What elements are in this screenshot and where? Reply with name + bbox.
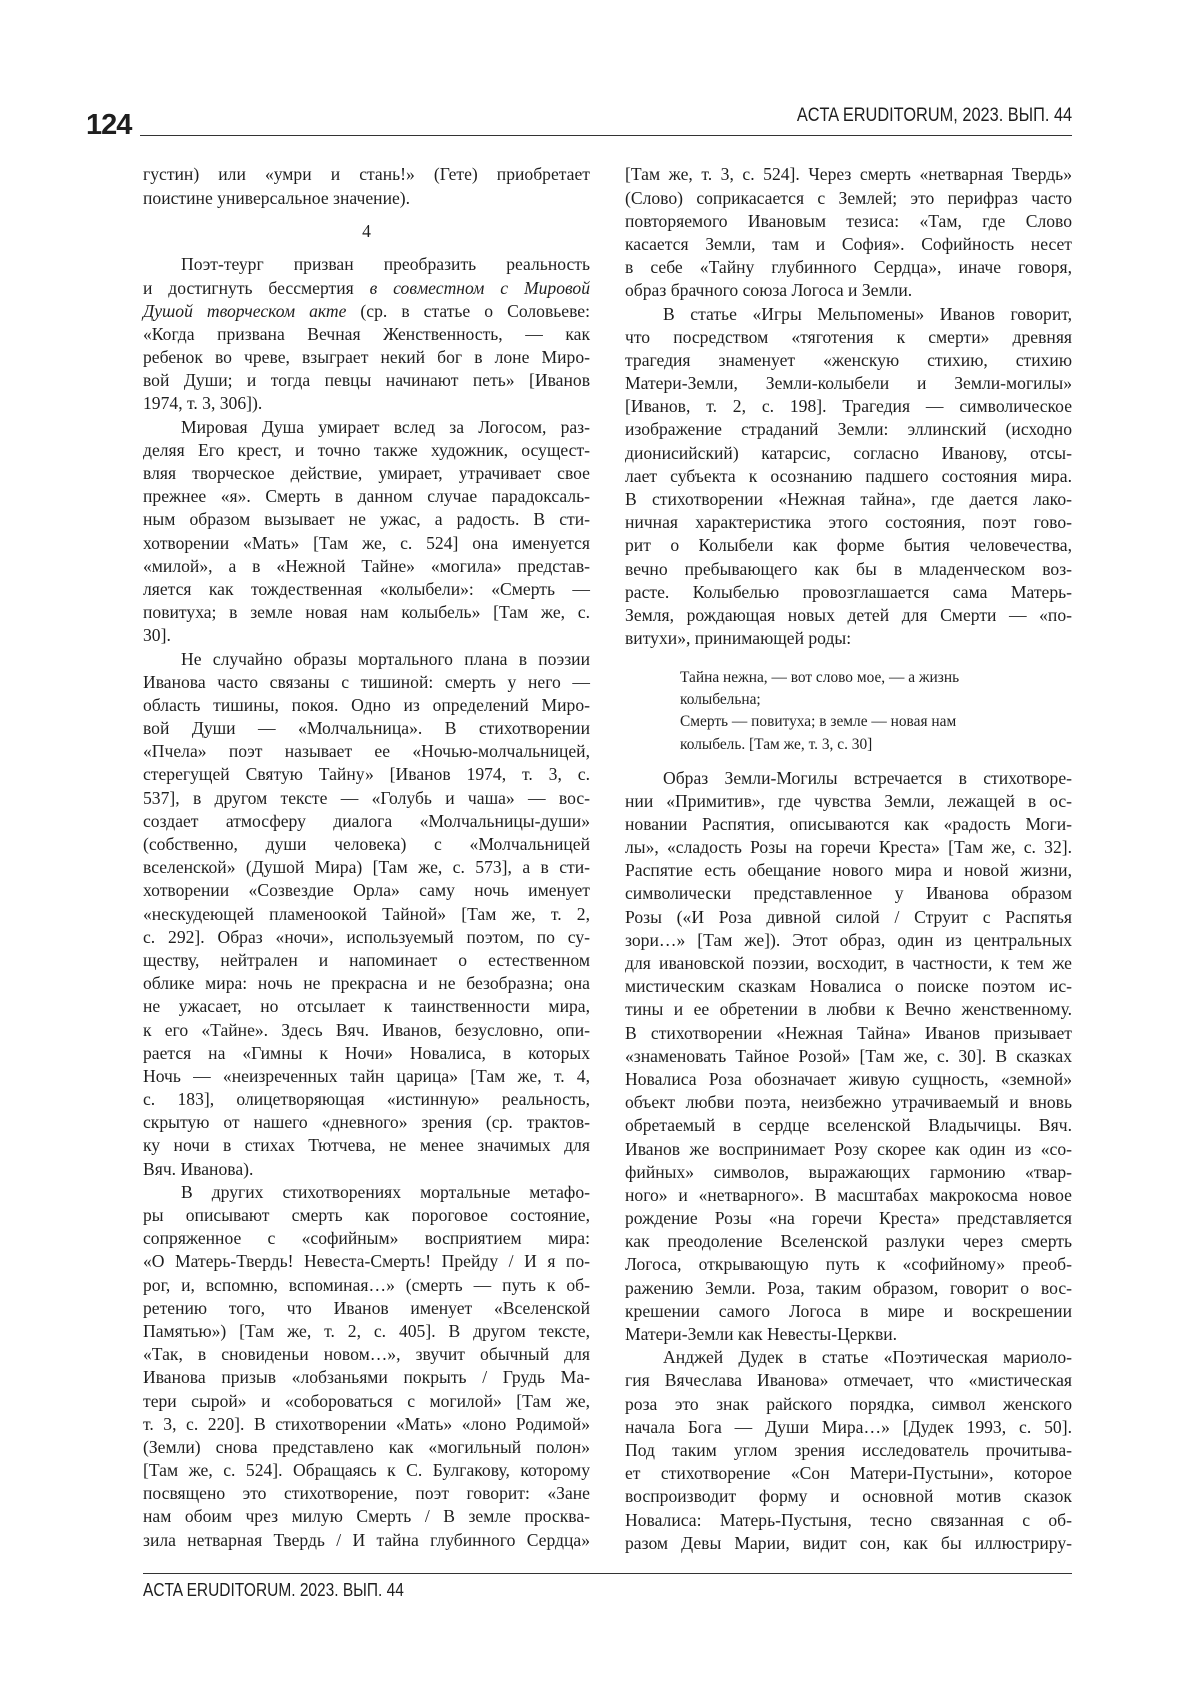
text-line: повитуха; в земле новая нам колыбель» [Там же, с.: [143, 601, 590, 624]
text-line: ребенок во чреве, взыграет некий бог в лоне Миро-: [143, 346, 590, 369]
text-column-right: [625, 163, 1072, 1555]
text-line: начала Бога — Души Мира…» [Дудек 1993, с. 50].: [625, 1416, 1072, 1439]
paragraph: [625, 163, 1072, 302]
text-line: рождение Розы «на горечи Креста» представляется: [625, 1207, 1072, 1230]
paragraph: [625, 303, 1072, 651]
text-line: Анджей Дудек в статье «Поэтическая мариоло-: [625, 1346, 1072, 1369]
text-line: Новалиса Роза обозначает живую сущность, «земной»: [625, 1068, 1072, 1091]
text-line: [Там же, с. 524]. Обращаясь к С. Булгакову, которому: [143, 1459, 590, 1482]
paragraph: [625, 1346, 1072, 1555]
text-line: ществу, нейтрален и напоминает о естественном: [143, 949, 590, 972]
text-line: вой Души; и тогда певцы начинают петь» [Иванов: [143, 369, 590, 392]
text-line: Матери-Земли как Невесты-Церкви.: [625, 1323, 1072, 1346]
text-line: хотворении «Созвездие Орла» саму ночь именует: [143, 879, 590, 902]
text-line: зила нетварная Твердь / И тайна глубинного Сердца»: [143, 1529, 590, 1552]
text-line: 30].: [143, 624, 590, 647]
text-line: (Слово) соприкасается с Землей; это перифраз часто: [625, 187, 1072, 210]
text-line: рог, и, вспомню, вспоминая…» (смерть — путь к об-: [143, 1274, 590, 1297]
text-line: сопряженное с «софийным» восприятием мира:: [143, 1227, 590, 1250]
text-line: изображение страданий Земли: эллинский (исходно: [625, 418, 1072, 441]
text-line: образ брачного союза Логоса и Земли.: [625, 279, 1072, 302]
text-line: ет стихотворение «Сон Матери-Пустыни», которое: [625, 1462, 1072, 1485]
text-line: расте. Колыбелью провозглашается сама Матерь-: [625, 581, 1072, 604]
text-line: «Так, в сновиденьи новом…», звучит обычный для: [143, 1343, 590, 1366]
text-line: Матери-Земли, Земли-колыбели и Земли-могилы»: [625, 372, 1072, 395]
text-segment: н»: [572, 1437, 590, 1457]
text-line: Земля, рождающая новых детей для Смерти — «по-: [625, 604, 1072, 627]
text-line: скрытую от нашего «дневного» зрения (ср. трактов-: [143, 1111, 590, 1134]
text-line: Памятью») [Там же, т. 2, с. 405]. В другом тексте,: [143, 1320, 590, 1343]
paragraph: [625, 767, 1072, 1347]
text-line: объект любви поэта, неизбежно утрачиваемый и вновь: [625, 1091, 1072, 1114]
text-line: ры описывают смерть как пороговое состояние,: [143, 1204, 590, 1227]
text-line: область тишины, покоя. Одно из определений Миро-: [143, 694, 590, 717]
text-line: ку ночи в стихах Тютчева, не менее значимых для: [143, 1134, 590, 1157]
paragraph: [143, 416, 590, 648]
text-line: прежнее «я». Смерть в данном случае парадоксаль-: [143, 485, 590, 508]
text-line: для ивановской поэзии, восходит, в частности, к тем же: [625, 952, 1072, 975]
text-line: деляя Его крест, и точно также художник, осущест-: [143, 439, 590, 462]
text-line: стерегущей Святую Тайну» [Иванов 1974, т. 3, с.: [143, 763, 590, 786]
quote-line: колыбель. [Там же, т. 3, с. 30]: [680, 734, 1072, 756]
text-line: В стихотворении «Нежная Тайна» Иванов призывает: [625, 1022, 1072, 1045]
text-line: разом Девы Марии, видит сон, как бы иллюстриру-: [625, 1532, 1072, 1555]
italic-text: о: [563, 1437, 572, 1457]
text-line: «нескудеющей пламеноокой Тайной» [Там же, т. 2,: [143, 903, 590, 926]
text-line: [Иванов, т. 2, с. 198]. Трагедия — символическое: [625, 395, 1072, 418]
text-line: касается Земли, там и София». Софийность несет: [625, 233, 1072, 256]
text-line: Мировая Душа умирает вслед за Логосом, раз-: [143, 416, 590, 439]
text-line: В других стихотворениях мортальные метафо-: [143, 1181, 590, 1204]
text-line: Иванова призыв «лобзаньями покрыть / Грудь Ма-: [143, 1366, 590, 1389]
text-line: поистине универсальное значение).: [143, 187, 590, 210]
paragraph: [143, 1181, 590, 1552]
text-segment: (Земли) снова представлено как «могильный пол: [143, 1437, 563, 1457]
text-line: [143, 1436, 590, 1459]
text-line: Логоса, открывающую путь к «софийному» преоб-: [625, 1253, 1072, 1276]
text-line: лает субъекта к осознанию падшего состояния мира.: [625, 465, 1072, 488]
text-line: хотворении «Мать» [Там же, с. 524] она именуется: [143, 532, 590, 555]
text-line: крешении самого Логоса в мире и воскрешении: [625, 1300, 1072, 1323]
text-line: Иванова часто связаны с тишиной: смерть у него —: [143, 671, 590, 694]
text-line: (собственно, души человека) с «Молчальницей: [143, 833, 590, 856]
text-line: вселенской» (Душой Мира) [Там же, с. 573], а в сти-: [143, 856, 590, 879]
text-line: Иванов же воспринимает Розу скорее как один из «со-: [625, 1138, 1072, 1161]
paragraph: [143, 648, 590, 1181]
paragraph: [143, 253, 590, 415]
text-line: Вяч. Иванова).: [143, 1158, 590, 1181]
text-line: ным образом вызывает не ужас, а радость. В сти-: [143, 508, 590, 531]
text-line: Не случайно образы мортального плана в поэзии: [143, 648, 590, 671]
text-line: с. 183], олицетворяющая «истинную» реальность,: [143, 1088, 590, 1111]
text-line: 1974, т. 3, 306]).: [143, 392, 590, 415]
text-line: посвящено это стихотворение, поэт говорит: «Зане: [143, 1482, 590, 1505]
text-line: ретению того, что Иванов именует «Вселенской: [143, 1297, 590, 1320]
text-line: мистическим сказкам Новалиса о поиске поэтом ис-: [625, 975, 1072, 998]
quote-line: колыбельна;: [680, 689, 1072, 711]
text-line: рит о Колыбели как форме бытия человечества,: [625, 534, 1072, 557]
text-line: [Там же, т. 3, с. 524]. Через смерть «нетварная Твердь»: [625, 163, 1072, 186]
text-line: «Пчела» поэт называет ее «Ночью-молчальницей,: [143, 740, 590, 763]
text-line: к его «Тайне». Здесь Вяч. Иванов, безусловно, опи-: [143, 1019, 590, 1042]
text-segment: (ср. в статье о Соловьеве:: [346, 301, 590, 321]
page-number: 124: [86, 107, 131, 143]
text-line: новании Распятия, описываются как «радость Моги-: [625, 813, 1072, 836]
italic-text: Душой творческом акте: [143, 301, 346, 321]
text-column-left: [143, 163, 590, 1551]
poem-quote: [625, 667, 1072, 756]
text-line: «О Матерь-Твердь! Невеста-Смерть! Прейду / И я по-: [143, 1250, 590, 1273]
text-line: нам обоим чрез милую Смерть / В земле просква-: [143, 1505, 590, 1528]
text-line: Образ Земли-Могилы встречается в стихотворе-: [625, 767, 1072, 790]
text-line: дионисийский) катарсис, согласно Иванову, отсы-: [625, 442, 1072, 465]
text-line: облике мира: ночь не прекрасна и не безобразна; она: [143, 972, 590, 995]
paragraph: [143, 163, 590, 209]
text-line: ного» и «нетварного». В масштабах макрокосма новое: [625, 1184, 1072, 1207]
text-line: повторяемого Ивановым тезиса: «Там, где Слово: [625, 210, 1072, 233]
text-line: не ужасает, но отсылает к таинственности мира,: [143, 995, 590, 1018]
quote-line: Тайна нежна, — вот слово мое, — а жизнь: [680, 667, 1072, 689]
text-line: густин) или «умри и стань!» (Гете) приобретает: [143, 163, 590, 186]
text-line: Розы («И Роза дивной силой / Струит с Распятья: [625, 906, 1072, 929]
text-line: символически представленное у Иванова образом: [625, 882, 1072, 905]
section-heading: 4: [143, 210, 590, 254]
text-line: роза это знак райского порядка, символ женского: [625, 1393, 1072, 1416]
text-line: [143, 300, 590, 323]
text-line: «Когда призвана Вечная Женственность, — как: [143, 323, 590, 346]
text-line: тины и ее обретении в любви к Вечно женственному.: [625, 998, 1072, 1021]
text-line: лы», «сладость Розы на горечи Креста» [Там же, с. 32].: [625, 836, 1072, 859]
text-line: гия Вячеслава Иванова» отмечает, что «мистическая: [625, 1369, 1072, 1392]
italic-text: в совместном с Мировой: [370, 278, 590, 298]
text-line: вой Души — «Молчальница». В стихотворении: [143, 717, 590, 740]
text-line: создает атмосферу диалога «Молчальницы-души»: [143, 810, 590, 833]
text-line: ничная характеристика этого состояния, поэт гово-: [625, 511, 1072, 534]
text-line: рается на «Гимны к Ночи» Новалиса, в которых: [143, 1042, 590, 1065]
text-line: что посредством «тяготения к смерти» древняя: [625, 326, 1072, 349]
header-divider: [140, 135, 1072, 136]
footer-divider: [143, 1573, 1072, 1574]
text-line: т. 3, с. 220]. В стихотворении «Мать» «лоно Родимой»: [143, 1413, 590, 1436]
text-line: вечно пребывающего как бы в младенческом воз-: [625, 558, 1072, 581]
text-line: [143, 277, 590, 300]
text-line: как преодоление Вселенской разлуки через смерть: [625, 1230, 1072, 1253]
text-line: нии «Примитив», где чувства Земли, лежащей в ос-: [625, 790, 1072, 813]
text-line: В стихотворении «Нежная тайна», где дается лако-: [625, 488, 1072, 511]
text-segment: и достигнуть бессмертия: [143, 278, 370, 298]
text-line: обретаемый в сердце вселенской Владычицы. Вяч.: [625, 1114, 1072, 1137]
running-header: ACTA ERUDITORUM, 2023. ВЫП. 44: [797, 104, 1072, 128]
text-line: Распятие есть обещание нового мира и новой жизни,: [625, 859, 1072, 882]
text-line: Новалиса: Матерь-Пустыня, тесно связанная с об-: [625, 1509, 1072, 1532]
text-line: тери сырой» и «собороваться с могилой» [Там же,: [143, 1390, 590, 1413]
text-line: «милой», а в «Нежной Тайне» «могила» представ-: [143, 555, 590, 578]
text-line: Ночь — «неизреченных тайн царица» [Там же, т. 4,: [143, 1065, 590, 1088]
text-line: фийных» символов, выражающих гармонию «твар-: [625, 1161, 1072, 1184]
text-line: ляется как тождественная «колыбели»: «Смерть —: [143, 578, 590, 601]
text-line: в себе «Тайну глубинного Сердца», иначе говоря,: [625, 256, 1072, 279]
text-line: зори…» [Там же]). Этот образ, один из центральных: [625, 929, 1072, 952]
text-line: «знаменовать Тайное Розой» [Там же, с. 30]. В сказках: [625, 1045, 1072, 1068]
text-line: Поэт-теург призван преобразить реальность: [143, 253, 590, 276]
text-line: В статье «Игры Мельпомены» Иванов говорит,: [625, 303, 1072, 326]
text-line: вляя творческое действие, умирает, утрачивает свое: [143, 462, 590, 485]
text-line: Под таким углом зрения исследователь прочитыва-: [625, 1439, 1072, 1462]
text-line: трагедия знаменует «женскую стихию, стихию: [625, 349, 1072, 372]
running-footer: ACTA ERUDITORUM. 2023. ВЫП. 44: [143, 1579, 404, 1601]
text-line: воспроизводит форму и основной мотив сказок: [625, 1485, 1072, 1508]
text-line: ражению Земли. Роза, таким образом, говорит о вос-: [625, 1277, 1072, 1300]
quote-line: Смерть — повитуха; в земле — новая нам: [680, 711, 1072, 733]
text-line: с. 292]. Образ «ночи», используемый поэтом, по су-: [143, 926, 590, 949]
text-line: витухи», принимающей роды:: [625, 627, 1072, 650]
text-line: 537], в другом тексте — «Голубь и чаша» — вос-: [143, 787, 590, 810]
